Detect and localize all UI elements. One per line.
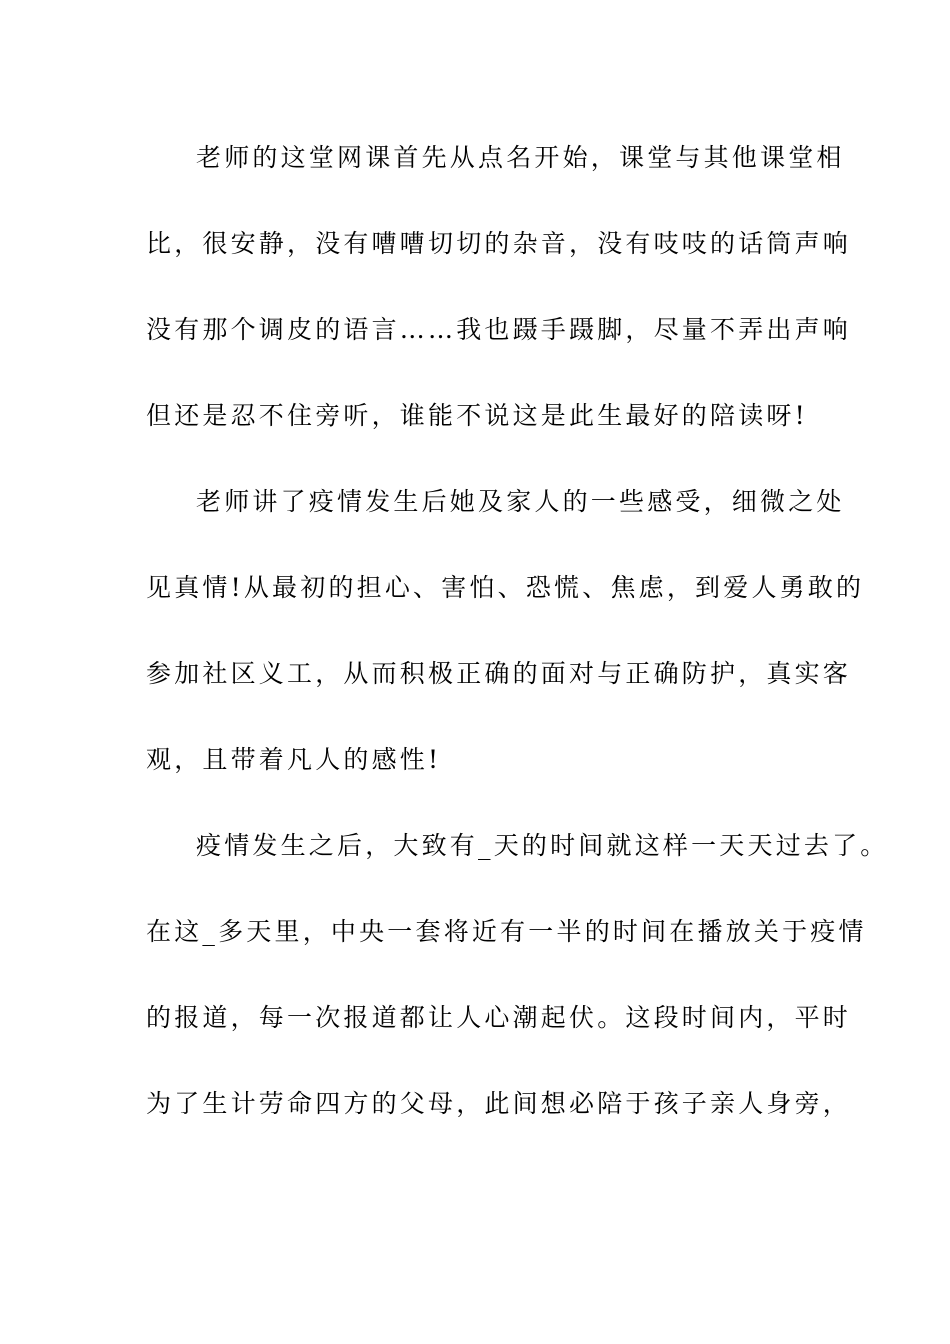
paragraph-1-line-4: 但还是忍不住旁听，谁能不说这是此生最好的陪读呀! [146, 401, 808, 430]
paragraph-1-line-2: 比，很安静，没有嘈嘈切切的杂音，没有吱吱的话筒声响 [146, 229, 852, 258]
paragraph-2-line-1: 老师讲了疫情发生后她及家人的一些感受，细微之处 [196, 487, 845, 516]
paragraph-2-line-3: 参加社区义工，从而积极正确的面对与正确防护，真实客 [146, 659, 852, 688]
paragraph-1-line-3: 没有那个调皮的语言……我也蹑手蹑脚，尽量不弄出声响 [146, 315, 852, 344]
paragraph-3-line-2: 在这_多天里，中央一套将近有一半的时间在播放关于疫情 [146, 917, 867, 946]
paragraph-3-line-4: 为了生计劳命四方的父母，此间想必陪于孩子亲人身旁， [146, 1089, 852, 1118]
paragraph-3-line-1: 疫情发生之后，大致有_天的时间就这样一天天过去了。 [196, 831, 889, 860]
paragraph-2-line-4: 观，且带着凡人的感性! [146, 745, 442, 774]
paragraph-3-line-3: 的报道，每一次报道都让人心潮起伏。这段时间内，平时 [146, 1003, 852, 1032]
paragraph-1-line-1: 老师的这堂网课首先从点名开始，课堂与其他课堂相 [196, 143, 845, 172]
paragraph-2-line-2: 见真情!从最初的担心、害怕、恐慌、焦虑，到爱人勇敢的 [146, 573, 865, 602]
